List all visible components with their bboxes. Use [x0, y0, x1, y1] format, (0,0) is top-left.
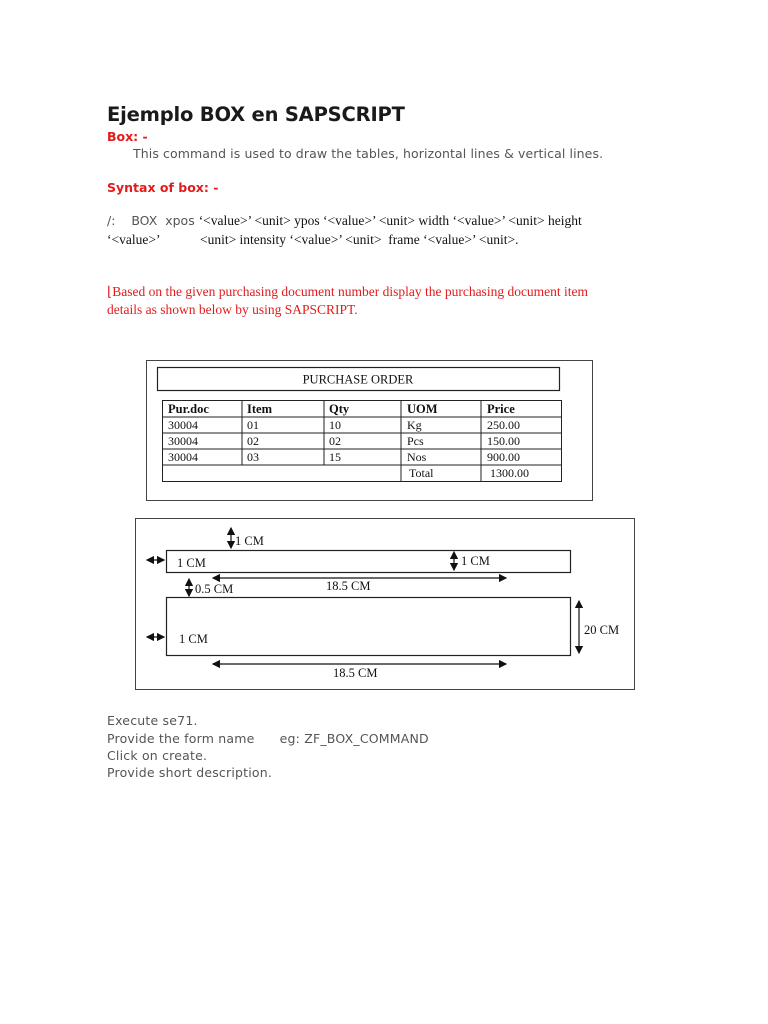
page-title: Ejemplo BOX en SAPSCRIPT [107, 103, 405, 126]
po-header-qty: Qty [329, 402, 350, 416]
po-header-uom: UOM [407, 402, 438, 416]
header-width-label: 18.5 CM [326, 579, 371, 593]
syntax-line-1-rest: ‘<value>’ <unit> ypos ‘<value>’ <unit> width ‘<value>’ <unit> height [198, 213, 582, 228]
po-cell: 03 [247, 450, 259, 464]
po-cell: Kg [407, 418, 422, 432]
body-width-label: 18.5 CM [333, 666, 378, 680]
po-header-price: Price [487, 402, 515, 416]
instruction-line-2: details as shown below by using SAPSCRIPT. [107, 302, 358, 317]
po-header-purdoc: Pur.doc [168, 402, 209, 416]
bracket-mark: ⌊ [107, 284, 113, 299]
left-margin-top-label: 1 CM [177, 556, 206, 570]
po-cell: 900.00 [487, 450, 520, 464]
po-cell: 30004 [168, 434, 198, 448]
box-description: This command is used to draw the tables, horizontal lines & vertical lines. [133, 146, 604, 161]
po-cell: 01 [247, 418, 259, 432]
po-cell: 02 [247, 434, 259, 448]
step-1: Execute se71. [107, 713, 198, 728]
po-total-value: 1300.00 [490, 466, 529, 480]
po-header-item: Item [247, 402, 272, 416]
syntax-section-label: Syntax of box: - [107, 180, 219, 195]
po-cell: 30004 [168, 450, 198, 464]
body-height-label: 20 CM [584, 623, 620, 637]
dimension-diagram [135, 518, 635, 690]
po-cell: 02 [329, 434, 341, 448]
left-margin-bottom-label: 1 CM [179, 632, 208, 646]
header-height-label: 1 CM [461, 554, 490, 568]
po-cell: Nos [407, 450, 427, 464]
po-cell: 15 [329, 450, 341, 464]
instruction-line-1: ⌊Based on the given purchasing document number display the purchasing document item [107, 284, 589, 299]
gap-label: 0.5 CM [195, 582, 234, 596]
po-cell: 250.00 [487, 418, 520, 432]
po-cell: 30004 [168, 418, 198, 432]
top-gap-label: 1 CM [235, 534, 264, 548]
step-3: Click on create. [107, 748, 208, 763]
po-title: PURCHASE ORDER [302, 372, 414, 387]
po-cell: 10 [329, 418, 341, 432]
syntax-line-2: ‘<value>’ <unit> intensity ‘<value>’ <unit> frame ‘<value>’ <unit>. [107, 232, 519, 247]
po-total-label: Total [409, 466, 434, 480]
step-2: Provide the form name eg: ZF_BOX_COMMAND [107, 731, 429, 746]
box-section-label: Box: - [107, 129, 148, 144]
syntax-line-1 [107, 213, 582, 229]
po-cell: Pcs [407, 434, 424, 448]
purchase-order-figure [146, 360, 593, 501]
step-4: Provide short description. [107, 765, 273, 780]
syntax-prefix: /: BOX xpos [107, 213, 199, 228]
po-cell: 150.00 [487, 434, 520, 448]
